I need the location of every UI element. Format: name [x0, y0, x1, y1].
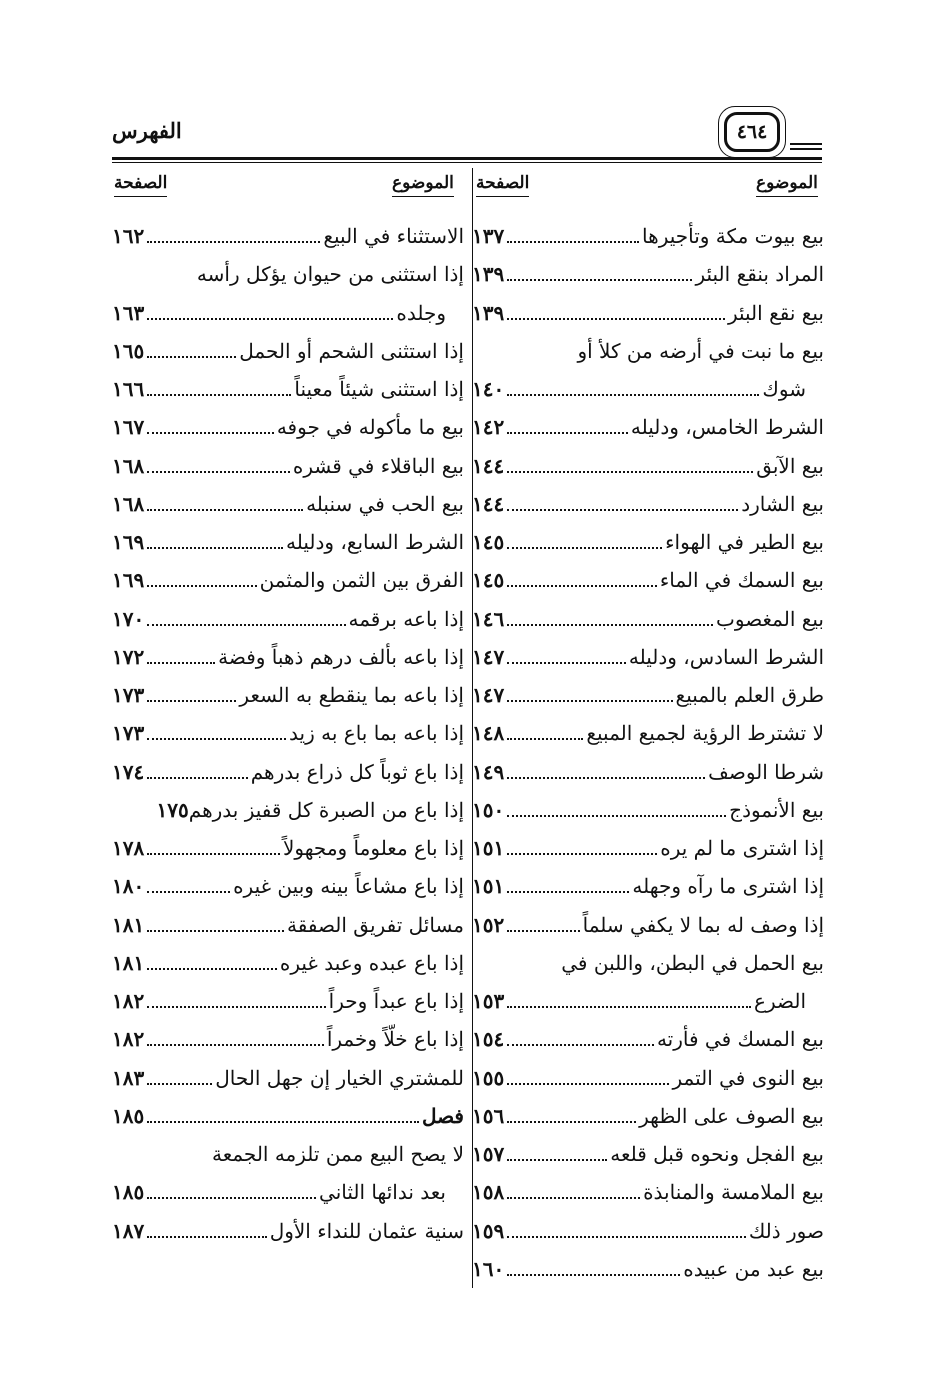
index-entry	[472, 485, 824, 523]
index-entry	[472, 332, 824, 370]
index-entry	[472, 370, 824, 408]
index-entry	[472, 676, 824, 714]
entry-page-number: ١٧٥	[156, 797, 189, 822]
entry-topic: بعد ندائها الثاني	[319, 1180, 446, 1205]
index-entry	[112, 600, 464, 638]
dot-leader	[147, 956, 277, 970]
index-entry	[112, 791, 464, 829]
dot-leader	[147, 1224, 266, 1238]
dot-leader	[147, 765, 248, 779]
entry-page-number: ١٨١	[112, 912, 145, 937]
entry-page-number: ١٦٥	[112, 338, 145, 363]
entry-topic: طرق العلم بالمبيع	[675, 683, 824, 708]
index-entry	[112, 485, 464, 523]
index-entry	[112, 370, 464, 408]
entry-page-number: ١٦٩	[112, 568, 145, 593]
dot-leader	[147, 306, 393, 320]
entry-topic: لا تشترط الرؤية لجميع المبيع	[586, 721, 824, 746]
right-page-heading: الصفحة	[476, 173, 529, 197]
dot-leader	[507, 573, 657, 587]
index-entry	[472, 217, 824, 255]
entry-page-number: ١٥٦	[472, 1103, 505, 1128]
entry-topic: المراد بنقع البئر	[695, 262, 824, 287]
entry-topic: الضرع	[754, 989, 806, 1014]
entry-topic: إذا باعه برقمه	[348, 606, 464, 631]
dot-leader	[147, 1185, 316, 1199]
index-entry	[112, 1020, 464, 1058]
index-entry	[112, 676, 464, 714]
entry-topic: الاستثناء في البيع	[323, 224, 464, 249]
dot-leader	[507, 459, 753, 473]
dot-leader	[507, 497, 738, 511]
right-index-column	[472, 217, 824, 1288]
entry-topic: مسائل تفريق الصفقة	[287, 912, 464, 937]
entry-topic: بيع الأنموذج	[729, 797, 824, 822]
entry-topic: شرطا الوصف	[708, 759, 824, 784]
dot-leader	[507, 612, 713, 626]
entry-topic: إذا وصف له بما لا يكفي سلماً	[582, 912, 824, 937]
dot-leader	[507, 726, 583, 740]
dot-leader	[147, 918, 284, 932]
index-entry	[112, 829, 464, 867]
dot-leader	[147, 382, 291, 396]
left-topic-heading: الموضوع	[392, 173, 454, 197]
entry-page-number: ١٥٥	[472, 1065, 505, 1090]
entry-page-number: ١٨١	[112, 950, 145, 975]
index-entry	[112, 408, 464, 446]
entry-page-number: ١٨٠	[112, 874, 145, 899]
page-number: ٤٦٤	[724, 112, 780, 152]
entry-topic: فصل	[421, 1103, 464, 1128]
index-entry	[472, 1250, 824, 1288]
dot-leader	[147, 612, 345, 626]
entry-topic: بيع المغصوب	[716, 606, 824, 631]
entry-page-number: ١٧٣	[112, 721, 145, 746]
entry-page-number: ١٥١	[472, 836, 505, 861]
entry-page-number: ١٤٩	[472, 759, 505, 784]
index-entry	[472, 944, 824, 982]
entry-page-number: ١٣٩	[472, 262, 505, 287]
index-entry	[472, 1212, 824, 1250]
entry-page-number: ١٦٩	[112, 530, 145, 555]
left-index-column	[112, 217, 464, 1250]
header-ornament-line	[790, 148, 822, 150]
entry-page-number: ١٦٨	[112, 453, 145, 478]
index-entry	[472, 294, 824, 332]
entry-page-number: ١٤٤	[472, 453, 505, 478]
index-entry	[472, 1059, 824, 1097]
entry-page-number: ١٣٧	[472, 224, 505, 249]
index-entry	[112, 1059, 464, 1097]
dot-leader	[507, 267, 692, 281]
entry-page-number: ١٥٣	[472, 989, 505, 1014]
index-entry	[472, 1135, 824, 1173]
header-ornament-line	[790, 143, 822, 145]
entry-topic: بيع المسك في فأرته	[656, 1027, 824, 1052]
dot-leader	[507, 688, 672, 702]
dot-leader	[507, 841, 657, 855]
entry-page-number: ١٦٣	[112, 300, 145, 325]
dot-leader	[507, 1032, 654, 1046]
entry-topic: بيع الملامسة والمنابذة	[643, 1180, 824, 1205]
dot-leader	[507, 382, 759, 396]
entry-topic: شوك	[762, 377, 806, 402]
entry-topic: بيع الصوف على الظهر	[639, 1103, 824, 1128]
entry-page-number: ١٨٣	[112, 1065, 145, 1090]
entry-page-number: ١٧٢	[112, 644, 145, 669]
entry-page-number: ١٤٤	[472, 491, 505, 516]
index-entry	[112, 1212, 464, 1250]
entry-topic: إذا اشترى ما رآه وجهله	[632, 874, 824, 899]
entry-topic: إذا استثنى الشحم أو الحمل	[239, 338, 464, 363]
entry-topic: الشرط السابع، ودليله	[285, 530, 464, 555]
index-entry	[112, 561, 464, 599]
dot-leader	[507, 535, 662, 549]
entry-page-number: ١٨٥	[112, 1103, 145, 1128]
entry-topic: وجلده	[396, 300, 446, 325]
entry-topic: بيع بيوت مكة وتأجيرها	[642, 224, 824, 249]
entry-topic: الشرط السادس، ودليله	[628, 644, 824, 669]
entry-page-number: ١٤٧	[472, 644, 505, 669]
dot-leader	[147, 879, 230, 893]
entry-topic: إذا اشترى ما لم يره	[660, 836, 824, 861]
entry-page-number: ١٨٧	[112, 1218, 145, 1243]
entry-page-number: ١٦٠	[472, 1256, 505, 1281]
index-entry	[472, 600, 824, 638]
dot-leader	[507, 1147, 607, 1161]
index-entry	[472, 638, 824, 676]
dot-leader	[147, 344, 236, 358]
index-entry	[472, 1173, 824, 1211]
index-entry	[112, 523, 464, 561]
entry-topic: بيع الآبق	[756, 453, 824, 478]
entry-page-number: ١٥٢	[472, 912, 505, 937]
entry-page-number: ١٨٢	[112, 989, 145, 1014]
index-entry	[472, 791, 824, 829]
entry-topic: بيع السمك في الماء	[659, 568, 824, 593]
entry-page-number: ١٤٨	[472, 721, 505, 746]
entry-topic: إذا باع خلّاً وخمراً	[326, 1027, 464, 1052]
entry-topic: بيع الحمل في البطن، واللبن في	[561, 950, 824, 975]
dot-leader	[147, 420, 274, 434]
entry-page-number: ١٦٢	[112, 224, 145, 249]
index-entry	[472, 714, 824, 752]
entry-page-number: ١٨٢	[112, 1027, 145, 1052]
dot-leader	[507, 650, 626, 664]
dot-leader	[147, 459, 290, 473]
entry-topic: بيع ما مأكوله في جوفه	[276, 415, 464, 440]
index-entry	[112, 255, 464, 293]
entry-page-number: ١٦٦	[112, 377, 145, 402]
dot-leader	[147, 229, 320, 243]
entry-page-number: ١٣٩	[472, 300, 505, 325]
index-entry	[472, 1097, 824, 1135]
entry-topic: لا يصح البيع ممن تلزمه الجمعة	[211, 1142, 464, 1167]
dot-leader	[147, 650, 215, 664]
dot-leader	[507, 1224, 746, 1238]
header-rule-thin	[112, 162, 822, 163]
entry-topic: بيع نقع البئر	[727, 300, 824, 325]
dot-leader	[507, 994, 751, 1008]
index-entry	[112, 638, 464, 676]
entry-topic: إذا باعه بما باع به زيد	[289, 721, 464, 746]
dot-leader	[507, 1071, 669, 1085]
index-entry	[472, 982, 824, 1020]
entry-topic: بيع النوى في التمر	[672, 1065, 824, 1090]
entry-topic: بيع الشارد	[741, 491, 824, 516]
index-entry	[112, 906, 464, 944]
entry-page-number: ١٨٥	[112, 1180, 145, 1205]
entry-topic: إذا باع مشاعاً بينه وبين غيره	[233, 874, 464, 899]
entry-topic: بيع الحب في سنبله	[306, 491, 464, 516]
dot-leader	[147, 841, 280, 855]
entry-topic: بيع ما نبت في أرضه من كلأ أو	[577, 338, 824, 363]
dot-leader	[147, 726, 286, 740]
dot-leader	[147, 573, 256, 587]
index-entry	[112, 1173, 464, 1211]
dot-leader	[147, 1032, 324, 1046]
dot-leader	[507, 306, 725, 320]
index-entry	[472, 1020, 824, 1058]
dot-leader	[507, 879, 629, 893]
index-entry	[112, 982, 464, 1020]
entry-page-number: ١٧٨	[112, 836, 145, 861]
index-entry	[472, 867, 824, 905]
index-entry	[472, 561, 824, 599]
index-entry	[472, 906, 824, 944]
entry-page-number: ١٥٧	[472, 1142, 505, 1167]
index-entry	[472, 255, 824, 293]
dot-leader	[507, 229, 639, 243]
entry-page-number: ١٦٨	[112, 491, 145, 516]
dot-leader	[147, 535, 283, 549]
entry-page-number: ١٧٠	[112, 606, 145, 631]
entry-topic: سنية عثمان للنداء الأول	[269, 1218, 464, 1243]
entry-page-number: ١٤٢	[472, 415, 505, 440]
entry-page-number: ١٥٤	[472, 1027, 505, 1052]
index-entry	[112, 714, 464, 752]
dot-leader	[507, 918, 579, 932]
entry-page-number: ١٥٩	[472, 1218, 505, 1243]
entry-page-number: ١٥٨	[472, 1180, 505, 1205]
entry-topic: إذا باع ثوباً كل ذراع بدرهم	[250, 759, 464, 784]
index-entry	[112, 294, 464, 332]
dot-leader	[507, 803, 726, 817]
page-header-title: الفهرس	[112, 118, 182, 143]
entry-page-number: ١٤٥	[472, 530, 505, 555]
entry-topic: بيع الفجل ونحوه قبل قلعه	[610, 1142, 824, 1167]
entry-topic: إذا استثنى من حيوان يؤكل رأسه	[196, 262, 464, 287]
entry-topic: صور ذلك	[748, 1218, 824, 1243]
header-rule	[112, 157, 822, 160]
left-page-heading: الصفحة	[114, 173, 167, 197]
entry-topic: إذا باعه بما ينقطع به السعر	[239, 683, 464, 708]
dot-leader	[147, 1071, 212, 1085]
entry-topic: إذا باعه بألف درهم ذهباً وفضة	[218, 644, 464, 669]
entry-page-number: ١٦٧	[112, 415, 145, 440]
index-entry	[472, 408, 824, 446]
entry-page-number: ١٧٣	[112, 683, 145, 708]
index-entry	[112, 447, 464, 485]
entry-page-number: ١٤٠	[472, 377, 505, 402]
index-entry	[112, 332, 464, 370]
index-entry	[112, 1097, 464, 1135]
dot-leader	[507, 765, 705, 779]
entry-page-number: ١٥٠	[472, 797, 505, 822]
entry-topic: للمشتري الخيار إن جهل الحال	[215, 1065, 464, 1090]
entry-topic: الشرط الخامس، ودليله	[630, 415, 824, 440]
index-entry	[472, 523, 824, 561]
dot-leader	[147, 994, 325, 1008]
dot-leader	[507, 1185, 640, 1199]
entry-topic: الفرق بين الثمن والمثمن	[259, 568, 464, 593]
entry-topic: بيع الباقلاء في قشره	[292, 453, 464, 478]
dot-leader	[507, 1262, 680, 1276]
index-entry	[112, 944, 464, 982]
index-entry	[472, 829, 824, 867]
dot-leader	[507, 420, 628, 434]
entry-topic: بيع عبد من عبيده	[683, 1256, 824, 1281]
index-entry	[112, 217, 464, 255]
dot-leader	[147, 688, 236, 702]
entry-topic: بيع الطير في الهواء	[665, 530, 824, 555]
entry-topic: إذا استثنى شيئاً معيناً	[294, 377, 464, 402]
dot-leader	[507, 1109, 636, 1123]
entry-page-number: ١٧٤	[112, 759, 145, 784]
entry-page-number: ١٤٥	[472, 568, 505, 593]
entry-topic: إذا باع من الصبرة كل قفيز بدرهم	[188, 797, 464, 822]
entry-topic: إذا باع عبده وعبد غيره	[279, 950, 464, 975]
dot-leader	[147, 497, 303, 511]
dot-leader	[147, 1109, 419, 1123]
entry-page-number: ١٤٦	[472, 606, 505, 631]
entry-topic: إذا باع عبداً وحراً	[328, 989, 464, 1014]
entry-page-number: ١٥١	[472, 874, 505, 899]
index-entry	[112, 1135, 464, 1173]
index-entry	[112, 867, 464, 905]
index-entry	[472, 447, 824, 485]
index-entry	[472, 753, 824, 791]
entry-topic: إذا باع معلوماً ومجهولاً	[282, 836, 464, 861]
index-entry	[112, 753, 464, 791]
right-topic-heading: الموضوع	[756, 173, 818, 197]
entry-page-number: ١٤٧	[472, 683, 505, 708]
